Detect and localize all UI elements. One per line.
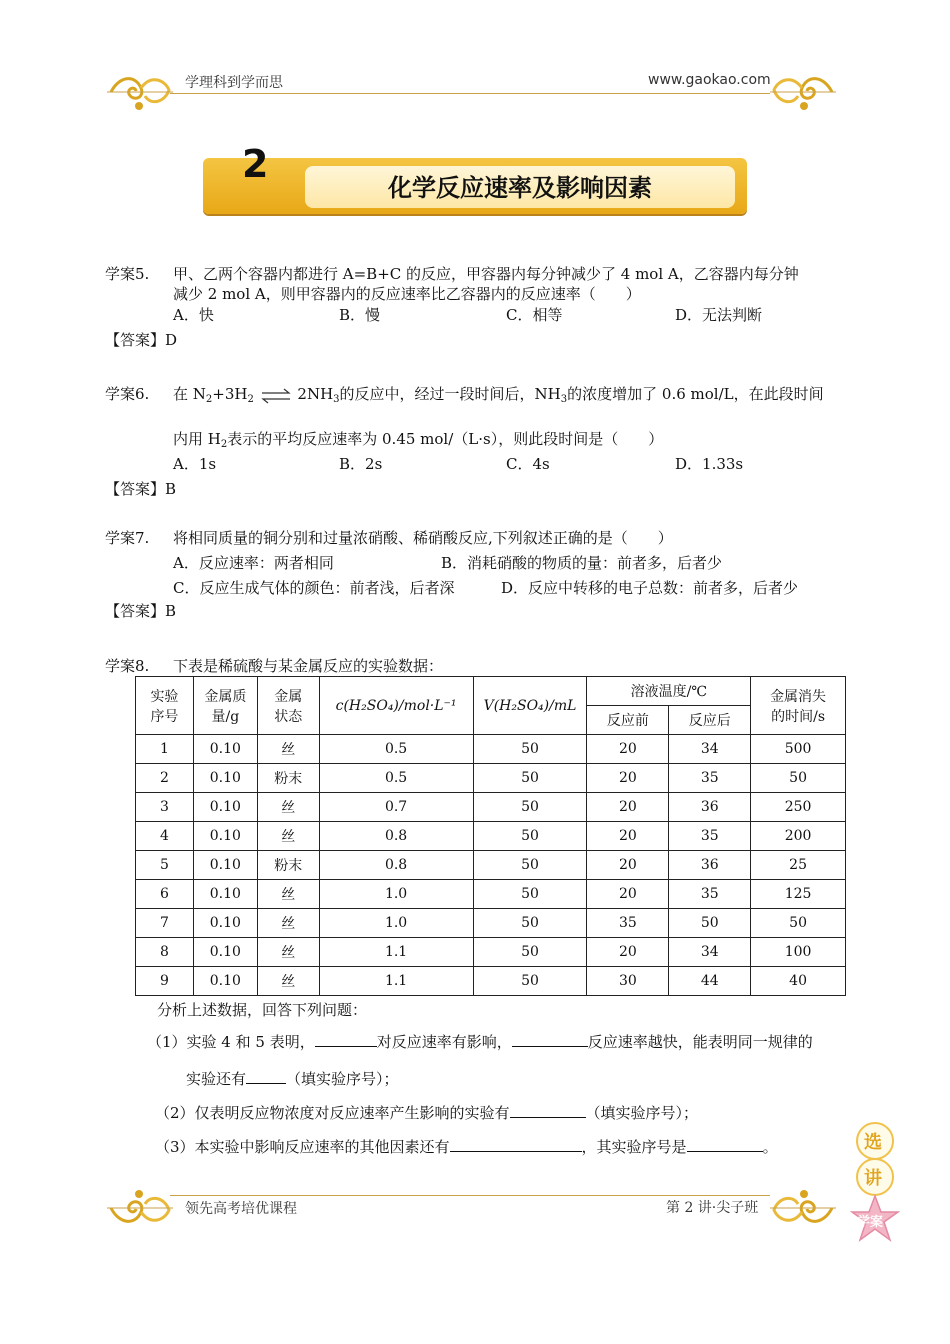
table-cell: 50	[473, 851, 587, 880]
table-cell: 丝	[257, 880, 319, 909]
experiment-table	[135, 676, 846, 996]
table-cell: 粉末	[257, 764, 319, 793]
q6-label: 学案6.	[105, 385, 150, 403]
blank-field[interactable]	[512, 1032, 588, 1047]
table-cell: 50	[751, 909, 846, 938]
table-cell: 1.1	[319, 967, 473, 996]
table-cell: 0.10	[193, 822, 257, 851]
side-badge	[850, 1122, 902, 1252]
table-cell: 0.10	[193, 967, 257, 996]
table-cell: 50	[473, 909, 587, 938]
header-left-ornament	[105, 66, 175, 114]
table-cell: 0.10	[193, 880, 257, 909]
table-cell: 丝	[257, 938, 319, 967]
table-cell: 34	[669, 735, 751, 764]
table-cell: 丝	[257, 793, 319, 822]
table-row	[136, 880, 846, 909]
blank-field[interactable]	[687, 1137, 763, 1152]
table-cell: 50	[473, 793, 587, 822]
table-cell: 粉末	[257, 851, 319, 880]
equilibrium-arrow-icon	[259, 387, 293, 405]
table-cell: 20	[587, 938, 669, 967]
header-left-text: 学理科到学而思	[185, 75, 283, 91]
badge-char-xuan: 选	[864, 1132, 882, 1153]
q5-option-d: D．无法判断	[675, 306, 763, 324]
q6-option-a: A．1s	[173, 455, 217, 473]
table-row	[136, 735, 846, 764]
table-row	[136, 909, 846, 938]
table-cell: 20	[587, 764, 669, 793]
q8-part3: （3）本实验中影响反应速率的其他因素还有 ，其实验序号是 。	[155, 1138, 778, 1156]
table-cell: 0.5	[319, 735, 473, 764]
table-cell: 0.10	[193, 909, 257, 938]
badge-char-jiang: 讲	[864, 1168, 882, 1189]
footer-right-ornament	[768, 1186, 838, 1234]
q7-option-c: C．反应生成气体的颜色：前者浅，后者深	[173, 579, 455, 597]
q5-label: 学案5.	[105, 265, 150, 283]
table-cell: 4	[136, 822, 194, 851]
section-title: 化学反应速率及影响因素	[388, 174, 652, 202]
header-cell: 反应前	[587, 706, 669, 735]
blank-field[interactable]	[450, 1137, 582, 1152]
footer-rule	[170, 1195, 770, 1196]
table-cell: 20	[587, 880, 669, 909]
table-cell: 0.10	[193, 938, 257, 967]
table-cell: 35	[669, 764, 751, 793]
table-row	[136, 764, 846, 793]
table-cell: 36	[669, 851, 751, 880]
header-cell: 金属消失 的时间/s	[751, 677, 846, 735]
table-cell: 0.7	[319, 793, 473, 822]
q7-option-a: A．反应速率：两者相同	[173, 554, 334, 572]
table-cell: 7	[136, 909, 194, 938]
table-cell: 0.10	[193, 735, 257, 764]
blank-field[interactable]	[315, 1032, 377, 1047]
table-cell: 50	[473, 735, 587, 764]
q6-option-c: C．4s	[506, 455, 550, 473]
q7-stem: 将相同质量的铜分别和过量浓硝酸、稀硝酸反应,下列叙述正确的是（ ）	[173, 529, 673, 547]
table-cell: 20	[587, 851, 669, 880]
table-cell: 1.0	[319, 909, 473, 938]
q8-analysis-intro: 分析上述数据，回答下列问题：	[157, 1001, 368, 1019]
q6-option-d: D．1.33s	[675, 455, 744, 473]
q7-option-b: B．消耗硝酸的物质的量：前者多，后者少	[441, 554, 723, 572]
table-cell: 1.0	[319, 880, 473, 909]
table-cell: 100	[751, 938, 846, 967]
table-cell: 6	[136, 880, 194, 909]
table-cell: 500	[751, 735, 846, 764]
table-row	[136, 938, 846, 967]
table-cell: 50	[669, 909, 751, 938]
q6-option-b: B．2s	[339, 455, 383, 473]
table-cell: 125	[751, 880, 846, 909]
table-cell: 3	[136, 793, 194, 822]
table-cell: 50	[473, 764, 587, 793]
header-cell: 反应后	[669, 706, 751, 735]
header-cell: V(H₂SO₄)/mL	[473, 677, 587, 735]
table-row	[136, 822, 846, 851]
q8-intro: 下表是稀硫酸与某金属反应的实验数据：	[173, 657, 444, 675]
table-cell: 44	[669, 967, 751, 996]
table-cell: 5	[136, 851, 194, 880]
header-rule	[170, 93, 770, 94]
table-cell: 50	[473, 967, 587, 996]
table-cell: 0.10	[193, 793, 257, 822]
table-cell: 50	[473, 822, 587, 851]
table-cell: 2	[136, 764, 194, 793]
header-right-ornament	[768, 66, 838, 114]
header-cell: 金属 状态	[257, 677, 319, 735]
q8-part2: （2）仅表明反应物浓度对反应速率产生影响的实验有 （填实验序号）；	[155, 1104, 699, 1122]
q5-stem-line2: 减少 2 mol A，则甲容器内的反应速率比乙容器内的反应速率（ ）	[173, 285, 641, 303]
blank-field[interactable]	[246, 1069, 286, 1084]
q7-label: 学案7.	[105, 529, 150, 547]
table-cell: 9	[136, 967, 194, 996]
table-header-row	[136, 677, 846, 706]
table-row	[136, 851, 846, 880]
table-cell: 20	[587, 793, 669, 822]
table-cell: 0.8	[319, 822, 473, 851]
q5-option-c: C．相等	[506, 306, 563, 324]
header-cell: 实验 序号	[136, 677, 194, 735]
table-cell: 1.1	[319, 938, 473, 967]
header-cell: 溶液温度/℃	[587, 677, 751, 706]
table-cell: 250	[751, 793, 846, 822]
q7-option-d: D．反应中转移的电子总数：前者多，后者少	[501, 579, 799, 597]
q6-answer: 【答案】B	[105, 480, 177, 498]
q5-stem-line1: 甲、乙两个容器内都进行 A=B+C 的反应，甲容器内每分钟减少了 4 mol A，乙容器内每分钟	[173, 265, 799, 283]
section-number: 2	[242, 142, 269, 186]
table-cell: 1	[136, 735, 194, 764]
q5-answer: 【答案】D	[105, 331, 178, 349]
table-cell: 34	[669, 938, 751, 967]
header-right-text: www.gaokao.com	[648, 72, 771, 88]
table-cell: 50	[751, 764, 846, 793]
q5-option-a: A．快	[173, 306, 214, 324]
q5-option-b: B．慢	[339, 306, 381, 324]
badge-label-xuean: 学案	[857, 1215, 884, 1230]
table-cell: 0.10	[193, 851, 257, 880]
table-cell: 50	[473, 938, 587, 967]
footer-right-text: 第 2 讲·尖子班	[666, 1200, 759, 1216]
table-cell: 35	[669, 880, 751, 909]
table-cell: 50	[473, 880, 587, 909]
blank-field[interactable]	[510, 1103, 586, 1118]
footer-left-text: 领先高考培优课程	[185, 1201, 297, 1217]
table-cell: 0.8	[319, 851, 473, 880]
table-cell: 40	[751, 967, 846, 996]
q8-part1-line1: （1）实验 4 和 5 表明， 对反应速率有影响， 反应速率越快，能表明同一规律的	[147, 1033, 813, 1051]
footer-left-ornament	[105, 1186, 175, 1234]
q6-stem-line2: 内用 $H_2$表示的平均反应速率为 0.45 mol/（L·s），则此段时间是（ ）	[173, 430, 664, 450]
q6-stem-line1: 在 $N_2+3H_2$ $2NH_3$的反应中，经过一段时间后，$NH_3$的浓度增加了 0.6 mol/L，在此段时间	[173, 385, 824, 405]
table-cell: 25	[751, 851, 846, 880]
table-cell: 丝	[257, 909, 319, 938]
table-cell: 35	[669, 822, 751, 851]
table-cell: 丝	[257, 822, 319, 851]
q7-answer: 【答案】B	[105, 602, 177, 620]
table-cell: 20	[587, 735, 669, 764]
table-cell: 0.10	[193, 764, 257, 793]
table-row	[136, 967, 846, 996]
table-cell: 0.5	[319, 764, 473, 793]
header-cell: 金属质 量/g	[193, 677, 257, 735]
table-cell: 丝	[257, 967, 319, 996]
table-cell: 200	[751, 822, 846, 851]
q8-part1-line2: 实验还有 （填实验序号）；	[186, 1070, 399, 1088]
table-row	[136, 793, 846, 822]
header-cell: c(H₂SO₄)/mol·L⁻¹	[319, 677, 473, 735]
table-cell: 丝	[257, 735, 319, 764]
table-cell: 8	[136, 938, 194, 967]
table-cell: 20	[587, 822, 669, 851]
table-cell: 30	[587, 967, 669, 996]
table-cell: 36	[669, 793, 751, 822]
table-cell: 35	[587, 909, 669, 938]
q8-label: 学案8.	[105, 657, 150, 675]
